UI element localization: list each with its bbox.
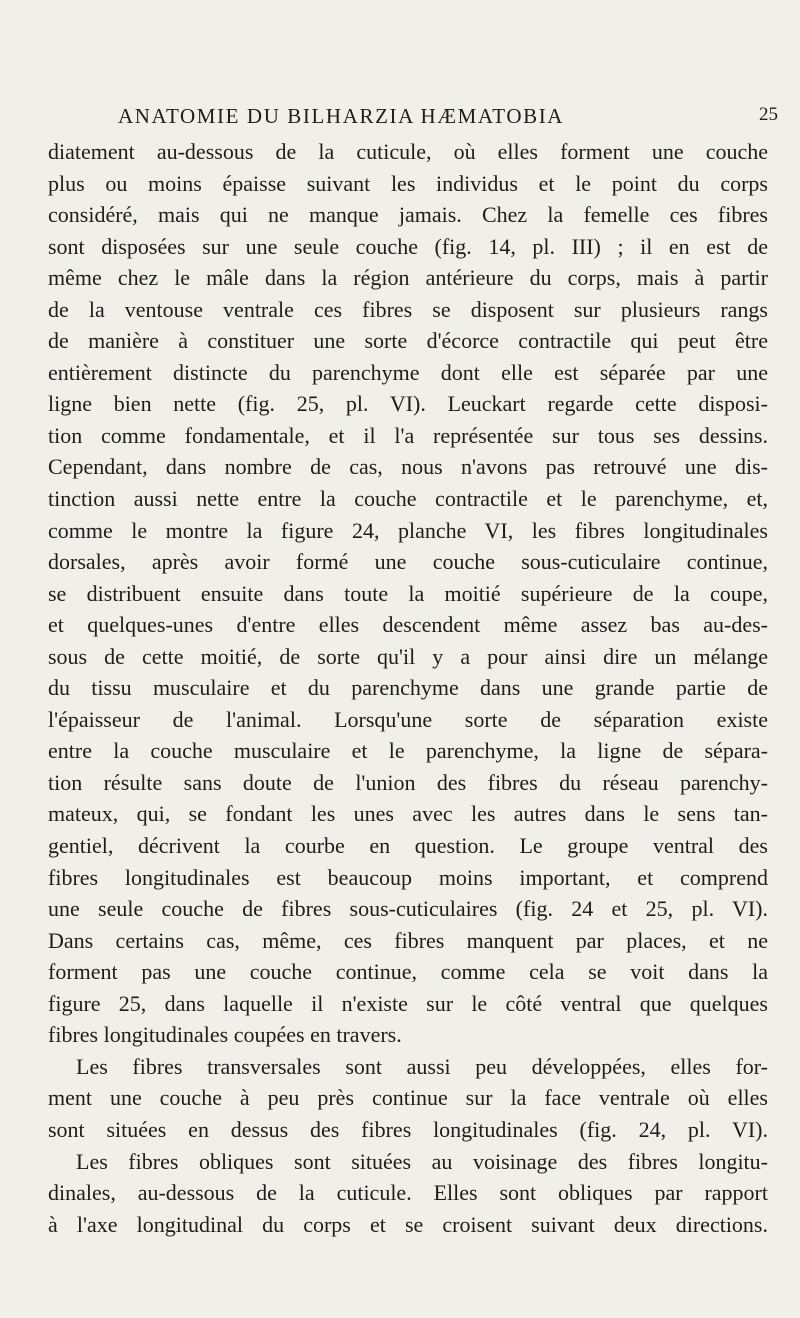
text-line: figure 25, dans laquelle il n'existe sur le côté ventral que quelques <box>48 990 768 1016</box>
text-line: gentiel, décrivent la courbe en question. Le groupe ventral des <box>48 833 768 859</box>
text-line: diatement au-dessous de la cuticule, où elles forment une couche <box>48 139 768 164</box>
text-line: dorsales, après avoir formé une couche sous-cuticulaire continue, <box>48 549 768 575</box>
text-line: sont disposées sur une seule couche (fig. 14, pl. III) ; il en est de <box>48 233 768 259</box>
text-line: l'épaisseur de l'animal. Lorsqu'une sorte de séparation existe <box>48 706 768 732</box>
text-line: sont situées en dessus des fibres longitudinales (fig. 24, pl. VI). <box>48 1116 768 1142</box>
text-line: tion comme fondamentale, et il l'a représentée sur tous ses dessins. <box>48 422 768 448</box>
text-line: fibres longitudinales coupées en travers. <box>48 1022 402 1048</box>
page-header <box>0 98 800 134</box>
text-line: mateux, qui, se fondant les unes avec les autres dans le sens tan- <box>48 801 768 827</box>
text-line: Cependant, dans nombre de cas, nous n'avons pas retrouvé une dis- <box>48 454 768 480</box>
text-line: de la ventouse ventrale ces fibres se disposent sur plusieurs rangs <box>48 296 768 322</box>
text-line: même chez le mâle dans la région antérieure du corps, mais à partir <box>48 265 768 291</box>
running-title: ANATOMIE DU BILHARZIA HÆMATOBIA <box>118 104 565 128</box>
text-line: comme le montre la figure 24, planche VI, les fibres longitudinales <box>48 517 768 543</box>
text-line: forment pas une couche continue, comme cela se voit dans la <box>48 959 768 985</box>
text-line: entièrement distincte du parenchyme dont elle est séparée par une <box>48 359 768 385</box>
text-line: tinction aussi nette entre la couche contractile et le parenchyme, et, <box>48 486 768 512</box>
text-line: Les fibres transversales sont aussi peu développées, elles for- <box>76 1053 768 1079</box>
text-line: de manière à constituer une sorte d'écorce contractile qui peut être <box>48 328 768 354</box>
text-line: du tissu musculaire et du parenchyme dans une grande partie de <box>48 675 768 701</box>
body-text <box>48 136 768 1240</box>
text-line: ligne bien nette (fig. 25, pl. VI). Leuckart regarde cette disposi- <box>48 391 768 417</box>
text-line: à l'axe longitudinal du corps et se croisent suivant deux directions. <box>48 1211 768 1237</box>
text-line: dinales, au-dessous de la cuticule. Elles sont obliques par rapport <box>48 1180 768 1206</box>
text-line: sous de cette moitié, de sorte qu'il y a pour ainsi dire un mélange <box>48 643 768 669</box>
text-line: entre la couche musculaire et le parenchyme, la ligne de sépara- <box>48 738 768 764</box>
text-line: une seule couche de fibres sous-cuticulaires (fig. 24 et 25, pl. VI). <box>48 896 768 922</box>
text-line: se distribuent ensuite dans toute la moitié supérieure de la coupe, <box>48 580 768 606</box>
text-line: tion résulte sans doute de l'union des fibres du réseau parenchy- <box>48 769 768 795</box>
text-line: et quelques-unes d'entre elles descendent même assez bas au-des- <box>48 612 768 638</box>
text-line: ment une couche à peu près continue sur la face ventrale où elles <box>48 1085 768 1111</box>
text-line: plus ou moins épaisse suivant les individus et le point du corps <box>48 170 768 196</box>
text-line: Les fibres obliques sont situées au voisinage des fibres longitu- <box>76 1148 768 1174</box>
page-number: 25 <box>759 104 778 125</box>
text-line: Dans certains cas, même, ces fibres manquent par places, et ne <box>48 927 768 953</box>
text-line: fibres longitudinales est beaucoup moins important, et comprend <box>48 864 768 890</box>
text-line: considéré, mais qui ne manque jamais. Chez la femelle ces fibres <box>48 202 768 228</box>
